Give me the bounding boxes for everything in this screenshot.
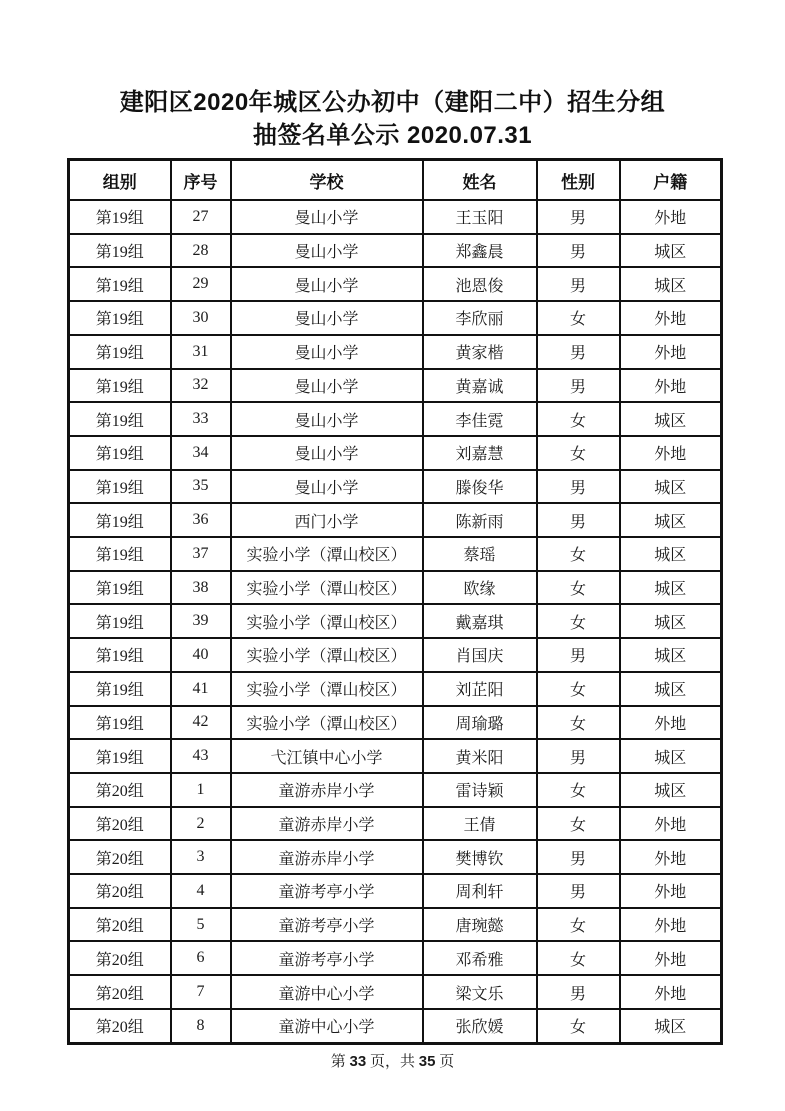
cell-residence: 城区	[620, 402, 722, 436]
cell-school: 曼山小学	[231, 470, 423, 504]
cell-serial: 43	[171, 739, 231, 773]
cell-gender: 男	[537, 267, 620, 301]
table-row	[69, 234, 722, 268]
header-cell-school: 学校	[231, 160, 423, 201]
table-row	[69, 941, 722, 975]
cell-gender: 男	[537, 234, 620, 268]
cell-serial: 28	[171, 234, 231, 268]
cell-group: 第20组	[69, 1009, 171, 1044]
cell-gender: 男	[537, 739, 620, 773]
cell-gender: 女	[537, 672, 620, 706]
cell-serial: 6	[171, 941, 231, 975]
table-row	[69, 773, 722, 807]
table-row	[69, 975, 722, 1009]
cell-residence: 城区	[620, 672, 722, 706]
cell-residence: 城区	[620, 571, 722, 605]
cell-serial: 29	[171, 267, 231, 301]
cell-school: 童游考亭小学	[231, 941, 423, 975]
cell-residence: 城区	[620, 470, 722, 504]
cell-residence: 城区	[620, 739, 722, 773]
cell-residence: 城区	[620, 1009, 722, 1044]
cell-residence: 外地	[620, 975, 722, 1009]
cell-serial: 8	[171, 1009, 231, 1044]
cell-school: 曼山小学	[231, 234, 423, 268]
table-row	[69, 537, 722, 571]
cell-group: 第20组	[69, 941, 171, 975]
table-row	[69, 335, 722, 369]
cell-school: 童游中心小学	[231, 1009, 423, 1044]
cell-gender: 男	[537, 638, 620, 672]
cell-gender: 男	[537, 470, 620, 504]
cell-serial: 7	[171, 975, 231, 1009]
cell-school: 曼山小学	[231, 200, 423, 234]
cell-name: 王倩	[423, 807, 537, 841]
cell-residence: 外地	[620, 301, 722, 335]
cell-serial: 31	[171, 335, 231, 369]
cell-school: 童游赤岸小学	[231, 773, 423, 807]
table-row	[69, 874, 722, 908]
cell-name: 邓希雅	[423, 941, 537, 975]
cell-serial: 3	[171, 840, 231, 874]
cell-name: 黄嘉诚	[423, 369, 537, 403]
cell-school: 弋江镇中心小学	[231, 739, 423, 773]
cell-residence: 城区	[620, 267, 722, 301]
cell-serial: 42	[171, 706, 231, 740]
cell-serial: 2	[171, 807, 231, 841]
table-row	[69, 571, 722, 605]
table-row	[69, 908, 722, 942]
cell-name: 周利轩	[423, 874, 537, 908]
cell-group: 第19组	[69, 402, 171, 436]
cell-group: 第19组	[69, 234, 171, 268]
cell-serial: 5	[171, 908, 231, 942]
cell-gender: 女	[537, 571, 620, 605]
cell-serial: 35	[171, 470, 231, 504]
cell-school: 实验小学（潭山校区）	[231, 604, 423, 638]
cell-gender: 男	[537, 369, 620, 403]
cell-gender: 男	[537, 200, 620, 234]
cell-name: 李佳霓	[423, 402, 537, 436]
table-row	[69, 470, 722, 504]
cell-serial: 41	[171, 672, 231, 706]
cell-residence: 城区	[620, 773, 722, 807]
table-row	[69, 604, 722, 638]
page-title	[0, 86, 785, 152]
cell-name: 黄米阳	[423, 739, 537, 773]
header-cell-residence: 户籍	[620, 160, 722, 201]
cell-name: 李欣丽	[423, 301, 537, 335]
cell-school: 曼山小学	[231, 301, 423, 335]
cell-group: 第19组	[69, 604, 171, 638]
cell-name: 滕俊华	[423, 470, 537, 504]
header-cell-gender: 性别	[537, 160, 620, 201]
header-cell-name: 姓名	[423, 160, 537, 201]
cell-residence: 外地	[620, 840, 722, 874]
cell-school: 童游考亭小学	[231, 874, 423, 908]
table-row	[69, 200, 722, 234]
table-row	[69, 840, 722, 874]
cell-residence: 外地	[620, 908, 722, 942]
cell-group: 第20组	[69, 807, 171, 841]
cell-name: 池恩俊	[423, 267, 537, 301]
cell-group: 第19组	[69, 335, 171, 369]
cell-school: 曼山小学	[231, 436, 423, 470]
cell-group: 第19组	[69, 706, 171, 740]
cell-residence: 外地	[620, 200, 722, 234]
cell-name: 黄家楷	[423, 335, 537, 369]
cell-serial: 32	[171, 369, 231, 403]
header-cell-serial: 序号	[171, 160, 231, 201]
cell-gender: 男	[537, 335, 620, 369]
cell-residence: 城区	[620, 234, 722, 268]
page-title-line1: 建阳区2020年城区公办初中（建阳二中）招生分组	[119, 89, 666, 116]
cell-school: 曼山小学	[231, 267, 423, 301]
cell-school: 实验小学（潭山校区）	[231, 706, 423, 740]
footer-page-number: 33	[349, 1053, 367, 1070]
cell-group: 第20组	[69, 840, 171, 874]
cell-school: 曼山小学	[231, 369, 423, 403]
cell-serial: 39	[171, 604, 231, 638]
cell-name: 唐琬懿	[423, 908, 537, 942]
cell-gender: 女	[537, 706, 620, 740]
cell-residence: 外地	[620, 941, 722, 975]
cell-gender: 女	[537, 908, 620, 942]
cell-group: 第19组	[69, 537, 171, 571]
cell-gender: 男	[537, 503, 620, 537]
cell-name: 欧缘	[423, 571, 537, 605]
footer-prefix: 第	[330, 1054, 350, 1070]
cell-name: 张欣媛	[423, 1009, 537, 1044]
cell-serial: 27	[171, 200, 231, 234]
cell-name: 蔡瑶	[423, 537, 537, 571]
cell-gender: 男	[537, 975, 620, 1009]
table-row	[69, 436, 722, 470]
cell-group: 第20组	[69, 908, 171, 942]
cell-school: 曼山小学	[231, 402, 423, 436]
cell-name: 樊博钦	[423, 840, 537, 874]
cell-gender: 男	[537, 840, 620, 874]
cell-school: 童游考亭小学	[231, 908, 423, 942]
cell-school: 童游赤岸小学	[231, 840, 423, 874]
cell-gender: 女	[537, 402, 620, 436]
cell-group: 第20组	[69, 874, 171, 908]
cell-school: 西门小学	[231, 503, 423, 537]
cell-name: 梁文乐	[423, 975, 537, 1009]
footer-middle: 页，共	[366, 1054, 419, 1070]
cell-school: 童游赤岸小学	[231, 807, 423, 841]
cell-group: 第20组	[69, 773, 171, 807]
cell-school: 实验小学（潭山校区）	[231, 672, 423, 706]
table-row	[69, 301, 722, 335]
cell-name: 陈新雨	[423, 503, 537, 537]
cell-group: 第19组	[69, 638, 171, 672]
cell-serial: 4	[171, 874, 231, 908]
cell-serial: 36	[171, 503, 231, 537]
cell-group: 第19组	[69, 200, 171, 234]
cell-gender: 男	[537, 874, 620, 908]
cell-gender: 女	[537, 537, 620, 571]
table-row	[69, 672, 722, 706]
cell-serial: 30	[171, 301, 231, 335]
cell-serial: 40	[171, 638, 231, 672]
table-row	[69, 402, 722, 436]
cell-gender: 女	[537, 773, 620, 807]
cell-name: 周瑜璐	[423, 706, 537, 740]
table-row	[69, 807, 722, 841]
cell-school: 实验小学（潭山校区）	[231, 571, 423, 605]
cell-residence: 外地	[620, 874, 722, 908]
table-row	[69, 1009, 722, 1044]
enrollment-roster-table	[67, 158, 723, 1045]
page-footer	[0, 1050, 785, 1071]
cell-residence: 城区	[620, 503, 722, 537]
cell-gender: 女	[537, 301, 620, 335]
cell-gender: 女	[537, 604, 620, 638]
table-row	[69, 706, 722, 740]
cell-group: 第19组	[69, 470, 171, 504]
cell-residence: 外地	[620, 436, 722, 470]
cell-name: 刘芷阳	[423, 672, 537, 706]
table-row	[69, 267, 722, 301]
cell-gender: 女	[537, 436, 620, 470]
cell-school: 实验小学（潭山校区）	[231, 638, 423, 672]
cell-serial: 37	[171, 537, 231, 571]
table-row	[69, 369, 722, 403]
cell-group: 第20组	[69, 975, 171, 1009]
cell-name: 肖国庆	[423, 638, 537, 672]
cell-name: 刘嘉慧	[423, 436, 537, 470]
cell-residence: 外地	[620, 706, 722, 740]
table-row	[69, 503, 722, 537]
table-row	[69, 739, 722, 773]
cell-gender: 女	[537, 941, 620, 975]
cell-gender: 女	[537, 807, 620, 841]
cell-residence: 外地	[620, 335, 722, 369]
cell-group: 第19组	[69, 301, 171, 335]
cell-residence: 外地	[620, 807, 722, 841]
cell-group: 第19组	[69, 571, 171, 605]
cell-residence: 外地	[620, 369, 722, 403]
cell-group: 第19组	[69, 503, 171, 537]
cell-group: 第19组	[69, 436, 171, 470]
cell-group: 第19组	[69, 672, 171, 706]
cell-group: 第19组	[69, 267, 171, 301]
cell-name: 郑鑫晨	[423, 234, 537, 268]
cell-name: 王玉阳	[423, 200, 537, 234]
cell-residence: 城区	[620, 537, 722, 571]
footer-total-pages: 35	[418, 1053, 436, 1070]
cell-residence: 城区	[620, 604, 722, 638]
cell-gender: 女	[537, 1009, 620, 1044]
cell-residence: 城区	[620, 638, 722, 672]
cell-group: 第19组	[69, 739, 171, 773]
header-cell-group: 组别	[69, 160, 171, 201]
cell-name: 雷诗颖	[423, 773, 537, 807]
table-row	[69, 638, 722, 672]
cell-serial: 38	[171, 571, 231, 605]
cell-school: 曼山小学	[231, 335, 423, 369]
footer-suffix: 页	[435, 1054, 455, 1070]
cell-name: 戴嘉琪	[423, 604, 537, 638]
table-body	[69, 200, 722, 1044]
page-title-line2: 抽签名单公示 2020.07.31	[252, 122, 533, 149]
cell-serial: 1	[171, 773, 231, 807]
table-header-row	[69, 160, 722, 201]
cell-serial: 34	[171, 436, 231, 470]
cell-group: 第19组	[69, 369, 171, 403]
cell-school: 童游中心小学	[231, 975, 423, 1009]
cell-serial: 33	[171, 402, 231, 436]
cell-school: 实验小学（潭山校区）	[231, 537, 423, 571]
